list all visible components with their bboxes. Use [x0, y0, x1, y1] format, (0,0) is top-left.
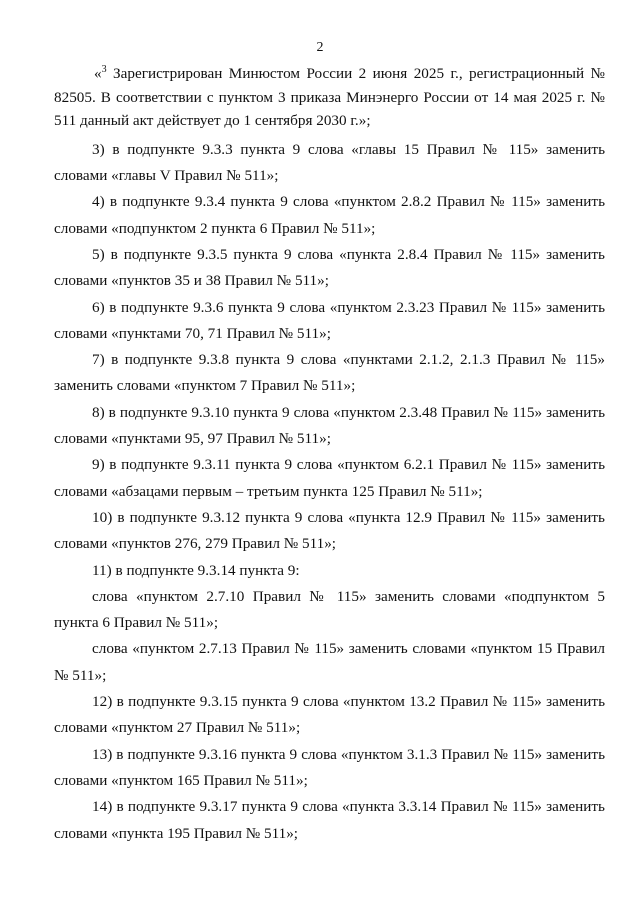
page-number: 2: [316, 40, 324, 55]
footnote-paragraph: [54, 62, 605, 133]
list-item: 5) в подпункте 9.3.5 пункта 9 слова «пункта 2.8.4 Правил № 115» заменить словами «пунктов 35 и 38 Правил № 511»;: [54, 245, 605, 290]
footnote-text: Зарегистрирован Минюстом России 2 июня 2025 г., регистрационный № 82505. В соответствии с пунктом 3 приказа Минэнерго России от 14 мая 2025 г. № 511 данный акт действует до 1 сентября 2030 г.»;: [54, 65, 605, 130]
document-body: [54, 62, 605, 847]
list-item: 3) в подпункте 9.3.3 пункта 9 слова «главы 15 Правил № 115» заменить словами «главы V Правил № 511»;: [54, 140, 605, 185]
list-item: 12) в подпункте 9.3.15 пункта 9 слова «пунктом 13.2 Правил № 115» заменить словами «пунктом 27 Правил № 511»;: [54, 693, 605, 737]
list-item: 9) в подпункте 9.3.11 пункта 9 слова «пунктом 6.2.1 Правил № 115» заменить словами «абзацами первым – третьим пункта 125 Правил № 511»;: [54, 456, 605, 500]
list-item: слова «пунктом 2.7.10 Правил № 115» заменить словами «подпунктом 5 пункта 6 Правил № 511»;: [54, 587, 605, 632]
list-item: 4) в подпункте 9.3.4 пункта 9 слова «пунктом 2.8.2 Правил № 115» заменить словами «подпунктом 2 пункта 6 Правил № 511»;: [54, 193, 605, 237]
list-item: 13) в подпункте 9.3.16 пункта 9 слова «пунктом 3.1.3 Правил № 115» заменить словами «пунктом 165 Правил № 511»;: [54, 745, 605, 789]
footnote-marker: 3: [101, 63, 107, 75]
list-item: 14) в подпункте 9.3.17 пункта 9 слова «пункта 3.3.14 Правил № 115» заменить словами «пункта 195 Правил № 511»;: [54, 798, 605, 842]
list-item: 7) в подпункте 9.3.8 пункта 9 слова «пунктами 2.1.2, 2.1.3 Правил № 115» заменить словами «пунктом 7 Правил № 511»;: [54, 351, 605, 395]
list-item: 6) в подпункте 9.3.6 пункта 9 слова «пунктом 2.3.23 Правил № 115» заменить словами «пунктами 70, 71 Правил № 511»;: [54, 298, 605, 342]
list-item: 8) в подпункте 9.3.10 пункта 9 слова «пунктом 2.3.48 Правил № 115» заменить словами «пунктами 95, 97 Правил № 511»;: [54, 403, 605, 448]
list-item: слова «пунктом 2.7.13 Правил № 115» заменить словами «пунктом 15 Правил № 511»;: [54, 640, 605, 684]
footnote-open-quote: «: [94, 65, 102, 82]
list-item: 11) в подпункте 9.3.14 пункта 9:: [92, 561, 300, 579]
list-item: 10) в подпункте 9.3.12 пункта 9 слова «пункта 12.9 Правил № 115» заменить словами «пунктов 276, 279 Правил № 511»;: [54, 508, 605, 553]
